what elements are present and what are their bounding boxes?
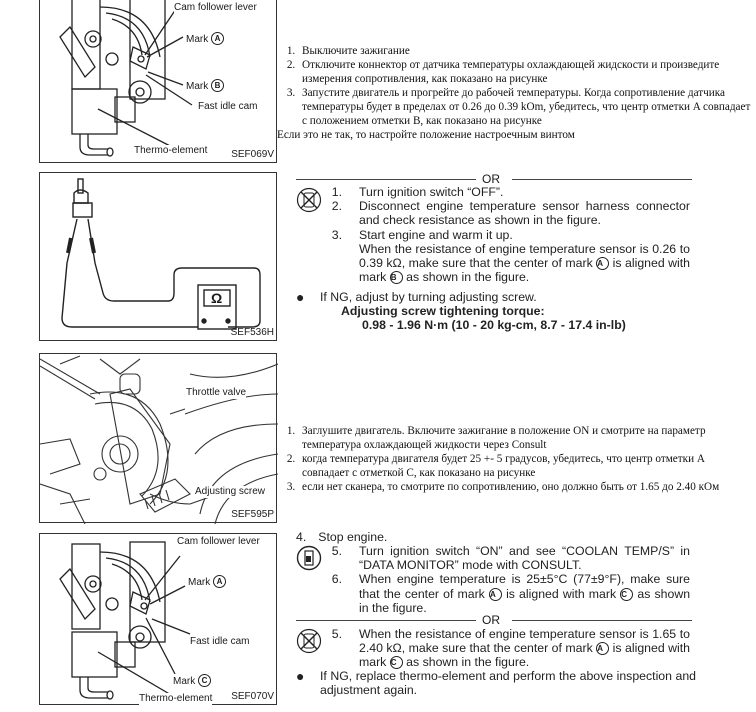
carburetor-drawing-2 <box>40 534 278 706</box>
step-text <box>359 627 690 670</box>
figure-sef070v <box>39 533 277 705</box>
mark-a-badge: A <box>596 257 609 270</box>
step-6 <box>330 572 690 615</box>
label-mark-b <box>186 79 224 93</box>
label-mark-a <box>188 575 226 589</box>
carburetor-drawing-1 <box>40 0 278 164</box>
mark-a-badge: A <box>489 588 502 601</box>
step-3 <box>330 228 690 242</box>
or-divider-1 <box>296 172 692 186</box>
mark-text: Mark <box>186 34 209 45</box>
mark-c-badge: C <box>620 588 633 601</box>
ru-step-1: 1. Выключите зажигание <box>298 44 752 58</box>
bullet-icon: ● <box>296 289 305 305</box>
label-fast-idle-cam: Fast idle cam <box>198 101 258 112</box>
step-text: Disconnect engine temperature sensor harness connector and check resistance as shown in the figure. <box>359 199 690 228</box>
divider-line <box>296 179 476 180</box>
no-consult-icon <box>296 628 322 654</box>
ohmmeter-symbol: Ω <box>211 290 223 306</box>
label-adjusting-screw: Adjusting screw <box>195 486 266 497</box>
ng-bullet-1 <box>296 290 696 333</box>
russian-instructions-1 <box>277 44 752 142</box>
step-4 <box>296 530 696 544</box>
label-throttle-valve: Throttle valve <box>186 387 247 398</box>
divider-line <box>512 179 692 180</box>
ru-step-1: 1. Заглушите двигатель. Включите зажигание в положение ON и смотрите на параметр температура охлаждающей жидкости через Consult <box>298 424 752 452</box>
figure-sef069v <box>39 0 277 163</box>
mark-c-badge: C <box>390 656 403 669</box>
detail-text: as shown in the figure. <box>406 655 530 670</box>
alt-step-5 <box>330 627 690 670</box>
figure-sef536h <box>39 172 277 341</box>
detail-text: is aligned with mark <box>359 256 690 285</box>
detail-text: When engine temperature is 25±5°C (77±9°F), make sure that the center of mark <box>359 572 690 601</box>
figure-code: SEF070V <box>231 691 274 702</box>
step-1 <box>330 185 690 199</box>
label-mark-c <box>173 674 211 688</box>
bullet-text: If NG, replace thermo-element and perform the above inspection and adjustment again. <box>320 669 696 698</box>
or-label: OR <box>482 613 500 627</box>
russian-instructions-2 <box>282 424 752 494</box>
english-instructions-1 <box>330 185 690 284</box>
or-divider-2 <box>296 613 692 627</box>
mark-a-badge: A <box>213 575 226 588</box>
label-thermo-element: Thermo-element <box>134 145 208 156</box>
label-cam-follower-lever: Cam follower lever <box>177 536 260 547</box>
ru-step-3: 3. Запустите двигатель и прогрейте до рабочей температуры. Когда сопротивление датчика температуры будет в пределах от 0.26 до 0.39 kOm, убедитесь, что центр отметки A совпадает с положением отметки B, как показано на рисунке <box>298 86 752 128</box>
or-label: OR <box>482 172 500 186</box>
label-fast-idle-cam: Fast idle cam <box>190 636 250 647</box>
figure-code: SEF536H <box>230 327 274 338</box>
step-text: Turn ignition switch “OFF”. <box>359 185 504 199</box>
step-number: 5. <box>331 627 342 641</box>
step-number: 6. <box>331 572 342 587</box>
figure-code: SEF595P <box>231 509 274 520</box>
english-instructions-2 <box>296 530 696 544</box>
mark-text: Mark <box>188 577 211 588</box>
label-mark-a <box>186 32 224 46</box>
detail-text: as shown in the figure. <box>359 586 691 615</box>
figure-code: SEF069V <box>231 149 274 160</box>
step-number: 3. <box>331 227 342 242</box>
detail-text: When the resistance of engine temperature sensor is 0.26 to 0.39 kΩ, make sure that the center of mark <box>359 241 690 271</box>
step-number: 5. <box>331 544 342 558</box>
step-number: 2. <box>331 199 342 214</box>
bullet-text: If NG, adjust by turning adjusting screw. <box>320 290 537 304</box>
torque-title: Adjusting screw tightening torque: <box>341 304 545 319</box>
mark-b-badge: B <box>390 271 403 284</box>
step-number: 1. <box>331 185 342 199</box>
divider-line <box>296 620 476 621</box>
mark-c-badge: C <box>198 674 211 687</box>
consult-icon <box>296 545 322 571</box>
mark-b-badge: B <box>211 79 224 92</box>
step-text: Start engine and warm it up. <box>359 227 513 242</box>
step-text: Stop engine. <box>318 530 388 544</box>
label-cam-follower-lever: Cam follower lever <box>174 2 257 13</box>
english-steps-5-6 <box>330 544 690 615</box>
step-5 <box>330 544 690 572</box>
step-text: Turn ignition switch “ON” and see “COOLAN TEMP/S” in “DATA MONITOR” mode with CONSULT. <box>359 544 690 573</box>
detail-text: When the resistance of engine temperature sensor is 1.65 to 2.40 kΩ, make sure that the center of mark <box>359 627 690 656</box>
ru-step-2: 2. когда температура двигателя будет 25 +- 5 градусов, убедитесь, что центр отметки A совпадает с отметкой C, как показано на рисунке <box>298 452 752 480</box>
ru-step-2: 2. Отключите коннектор от датчика температуры охлаждающей жидскости и произведите измерения сопротивления, как показано на рисунке <box>298 58 752 86</box>
ru-note: Если это не так, то настройте положение настроечным винтом <box>277 129 575 141</box>
torque-value: 0.98 - 1.96 N·m (10 - 20 kg-cm, 8.7 - 17.4 in-lb) <box>362 318 626 333</box>
figure-sef595p <box>39 353 277 523</box>
step-3-detail <box>359 242 690 285</box>
mark-text: Mark <box>173 676 196 687</box>
step-text <box>359 572 690 615</box>
step-2 <box>330 199 690 227</box>
no-consult-icon <box>296 187 322 213</box>
divider-line <box>512 620 692 621</box>
mark-text: Mark <box>186 81 209 92</box>
detail-text: is aligned with mark <box>506 586 617 601</box>
mark-a-badge: A <box>596 642 609 655</box>
step-number: 4. <box>296 530 307 544</box>
detail-text: as shown in the figure. <box>406 270 530 285</box>
label-thermo-element: Thermo-element <box>139 693 213 704</box>
detail-text: is aligned with mark <box>359 641 690 670</box>
ng-bullet-2 <box>296 669 696 697</box>
bullet-icon: ● <box>296 668 305 684</box>
ru-step-3: 3. если нет сканера, то смотрите по сопротивлению, оно должно быть от 1.65 до 2.40 кОм <box>298 480 752 494</box>
throttle-valve-drawing <box>40 354 278 524</box>
mark-a-badge: A <box>211 32 224 45</box>
english-alt-step-5 <box>330 627 690 670</box>
resistance-measure-drawing <box>40 173 278 342</box>
